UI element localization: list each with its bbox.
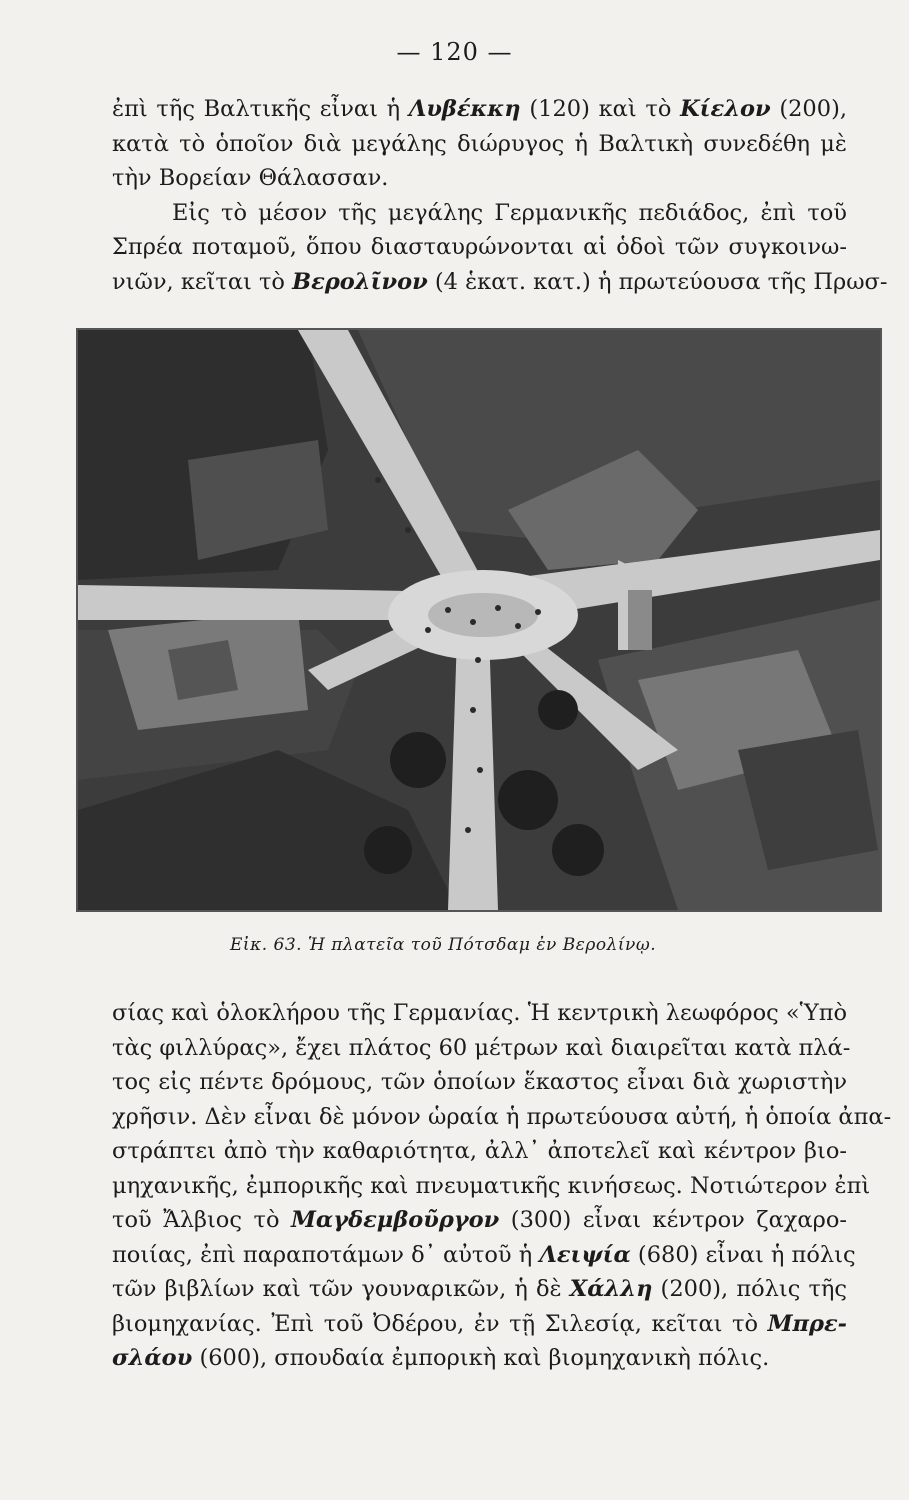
text-run: τῶν βιβλίων καὶ τῶν γουναρικῶν, ἡ δὲ bbox=[112, 1276, 570, 1302]
text-run: μηχανικῆς, ἐμπορικῆς καὶ πνευματικῆς κινήσεως. Νοτιώτερον ἐπὶ bbox=[112, 1172, 871, 1199]
text-run: τὰς φιλλύρας», ἔχει πλάτος 60 μέτρων καὶ διαιρεῖται κατὰ πλά- bbox=[112, 1034, 851, 1061]
text-run: Σπρέα ποταμοῦ, ὅπου διασταυρώνονται αἱ ὁδοὶ τῶν συγκοινω- bbox=[112, 234, 847, 260]
place-name: Βερολῖνον bbox=[292, 268, 428, 295]
text-line bbox=[112, 1100, 892, 1135]
text-line bbox=[112, 1307, 847, 1342]
text-run: τὴν Βορείαν Θάλασσαν. bbox=[112, 165, 389, 191]
text-line bbox=[112, 92, 847, 127]
place-name: Λυβέκκη bbox=[408, 96, 521, 122]
text-line bbox=[112, 1272, 847, 1307]
text-run: στράπτει ἀπὸ τὴν καθαριότητα, ἀλλ᾽ ἀποτελεῖ καὶ κέντρον βιο- bbox=[112, 1138, 847, 1164]
place-name: Κίελον bbox=[680, 96, 771, 122]
place-name: σλάου bbox=[112, 1345, 193, 1371]
text-line bbox=[112, 127, 847, 162]
text-run: (200), πόλις τῆς bbox=[652, 1276, 847, 1302]
place-name: Χάλλη bbox=[569, 1276, 653, 1302]
aerial-photo-image bbox=[78, 330, 880, 910]
text-run: κατὰ τὸ ὁποῖον διὰ μεγάλης διώρυγος ἡ Βαλτικὴ συνεδέθη μὲ bbox=[112, 130, 847, 157]
text-run: (600), σπουδαία ἐμπορικὴ καὶ βιομηχανικὴ πόλις. bbox=[192, 1345, 770, 1371]
text-run: (4 ἑκατ. κατ.) ἡ πρωτεύουσα τῆς Πρωσ- bbox=[427, 268, 888, 295]
text-line bbox=[112, 230, 847, 265]
text-run: (200), bbox=[770, 96, 847, 122]
figure-caption: Εἰκ. 63. Ἡ πλατεῖα τοῦ Πότσδαμ ἐν Βερολίνῳ. bbox=[230, 935, 657, 955]
text-line bbox=[112, 265, 888, 300]
text-run: νιῶν, κεῖται τὸ bbox=[112, 268, 293, 295]
paragraph-top bbox=[112, 92, 888, 299]
text-line bbox=[112, 196, 847, 231]
text-run: χρῆσιν. Δὲν εἶναι δὲ μόνον ὡραία ἡ πρωτεύουσα αὐτή, ἡ ὁποία ἀπα- bbox=[112, 1103, 892, 1130]
text-run: τος εἰς πέντε δρόμους, τῶν ὁποίων ἕκαστος εἶναι διὰ χωριστὴν bbox=[112, 1069, 847, 1095]
text-line bbox=[112, 1065, 847, 1100]
text-line bbox=[112, 1203, 847, 1238]
text-line bbox=[112, 996, 847, 1031]
text-run: τοῦ Ἄλβιος τὸ bbox=[112, 1207, 292, 1233]
paragraph-bottom bbox=[112, 996, 892, 1376]
text-run: (680) εἶναι ἡ πόλις bbox=[630, 1241, 856, 1268]
page-number: — 120 — bbox=[396, 38, 513, 66]
place-name: Μπρε- bbox=[767, 1310, 847, 1337]
text-run: Εἰς τὸ μέσον τῆς μεγάλης Γερμανικῆς πεδιάδος, ἐπὶ τοῦ bbox=[172, 199, 847, 226]
text-run: βιομηχανίας. Ἐπὶ τοῦ Ὀδέρου, ἐν τῇ Σιλεσίᾳ, κεῖται τὸ bbox=[112, 1310, 768, 1337]
text-line bbox=[112, 1031, 851, 1066]
text-line bbox=[112, 1169, 871, 1204]
text-line bbox=[112, 161, 847, 196]
text-line bbox=[112, 1341, 847, 1376]
text-run: (120) καὶ τὸ bbox=[520, 96, 681, 122]
text-line bbox=[112, 1134, 847, 1169]
text-run: ἐπὶ τῆς Βαλτικῆς εἶναι ἡ bbox=[112, 96, 409, 122]
text-run: σίας καὶ ὁλοκλήρου τῆς Γερμανίας. Ἡ κεντρικὴ λεωφόρος «Ὑπὸ bbox=[112, 1000, 848, 1026]
text-run: (300) εἶναι κέντρον ζαχαρο- bbox=[499, 1207, 847, 1233]
text-run: ποιίας, ἐπὶ παραποτάμων δ᾽ αὐτοῦ ἡ bbox=[112, 1241, 540, 1268]
aerial-photo bbox=[76, 328, 882, 912]
text-line bbox=[112, 1238, 856, 1273]
place-name: Μαγδεμβοῦργον bbox=[291, 1207, 500, 1233]
place-name: Λειψία bbox=[539, 1241, 631, 1268]
